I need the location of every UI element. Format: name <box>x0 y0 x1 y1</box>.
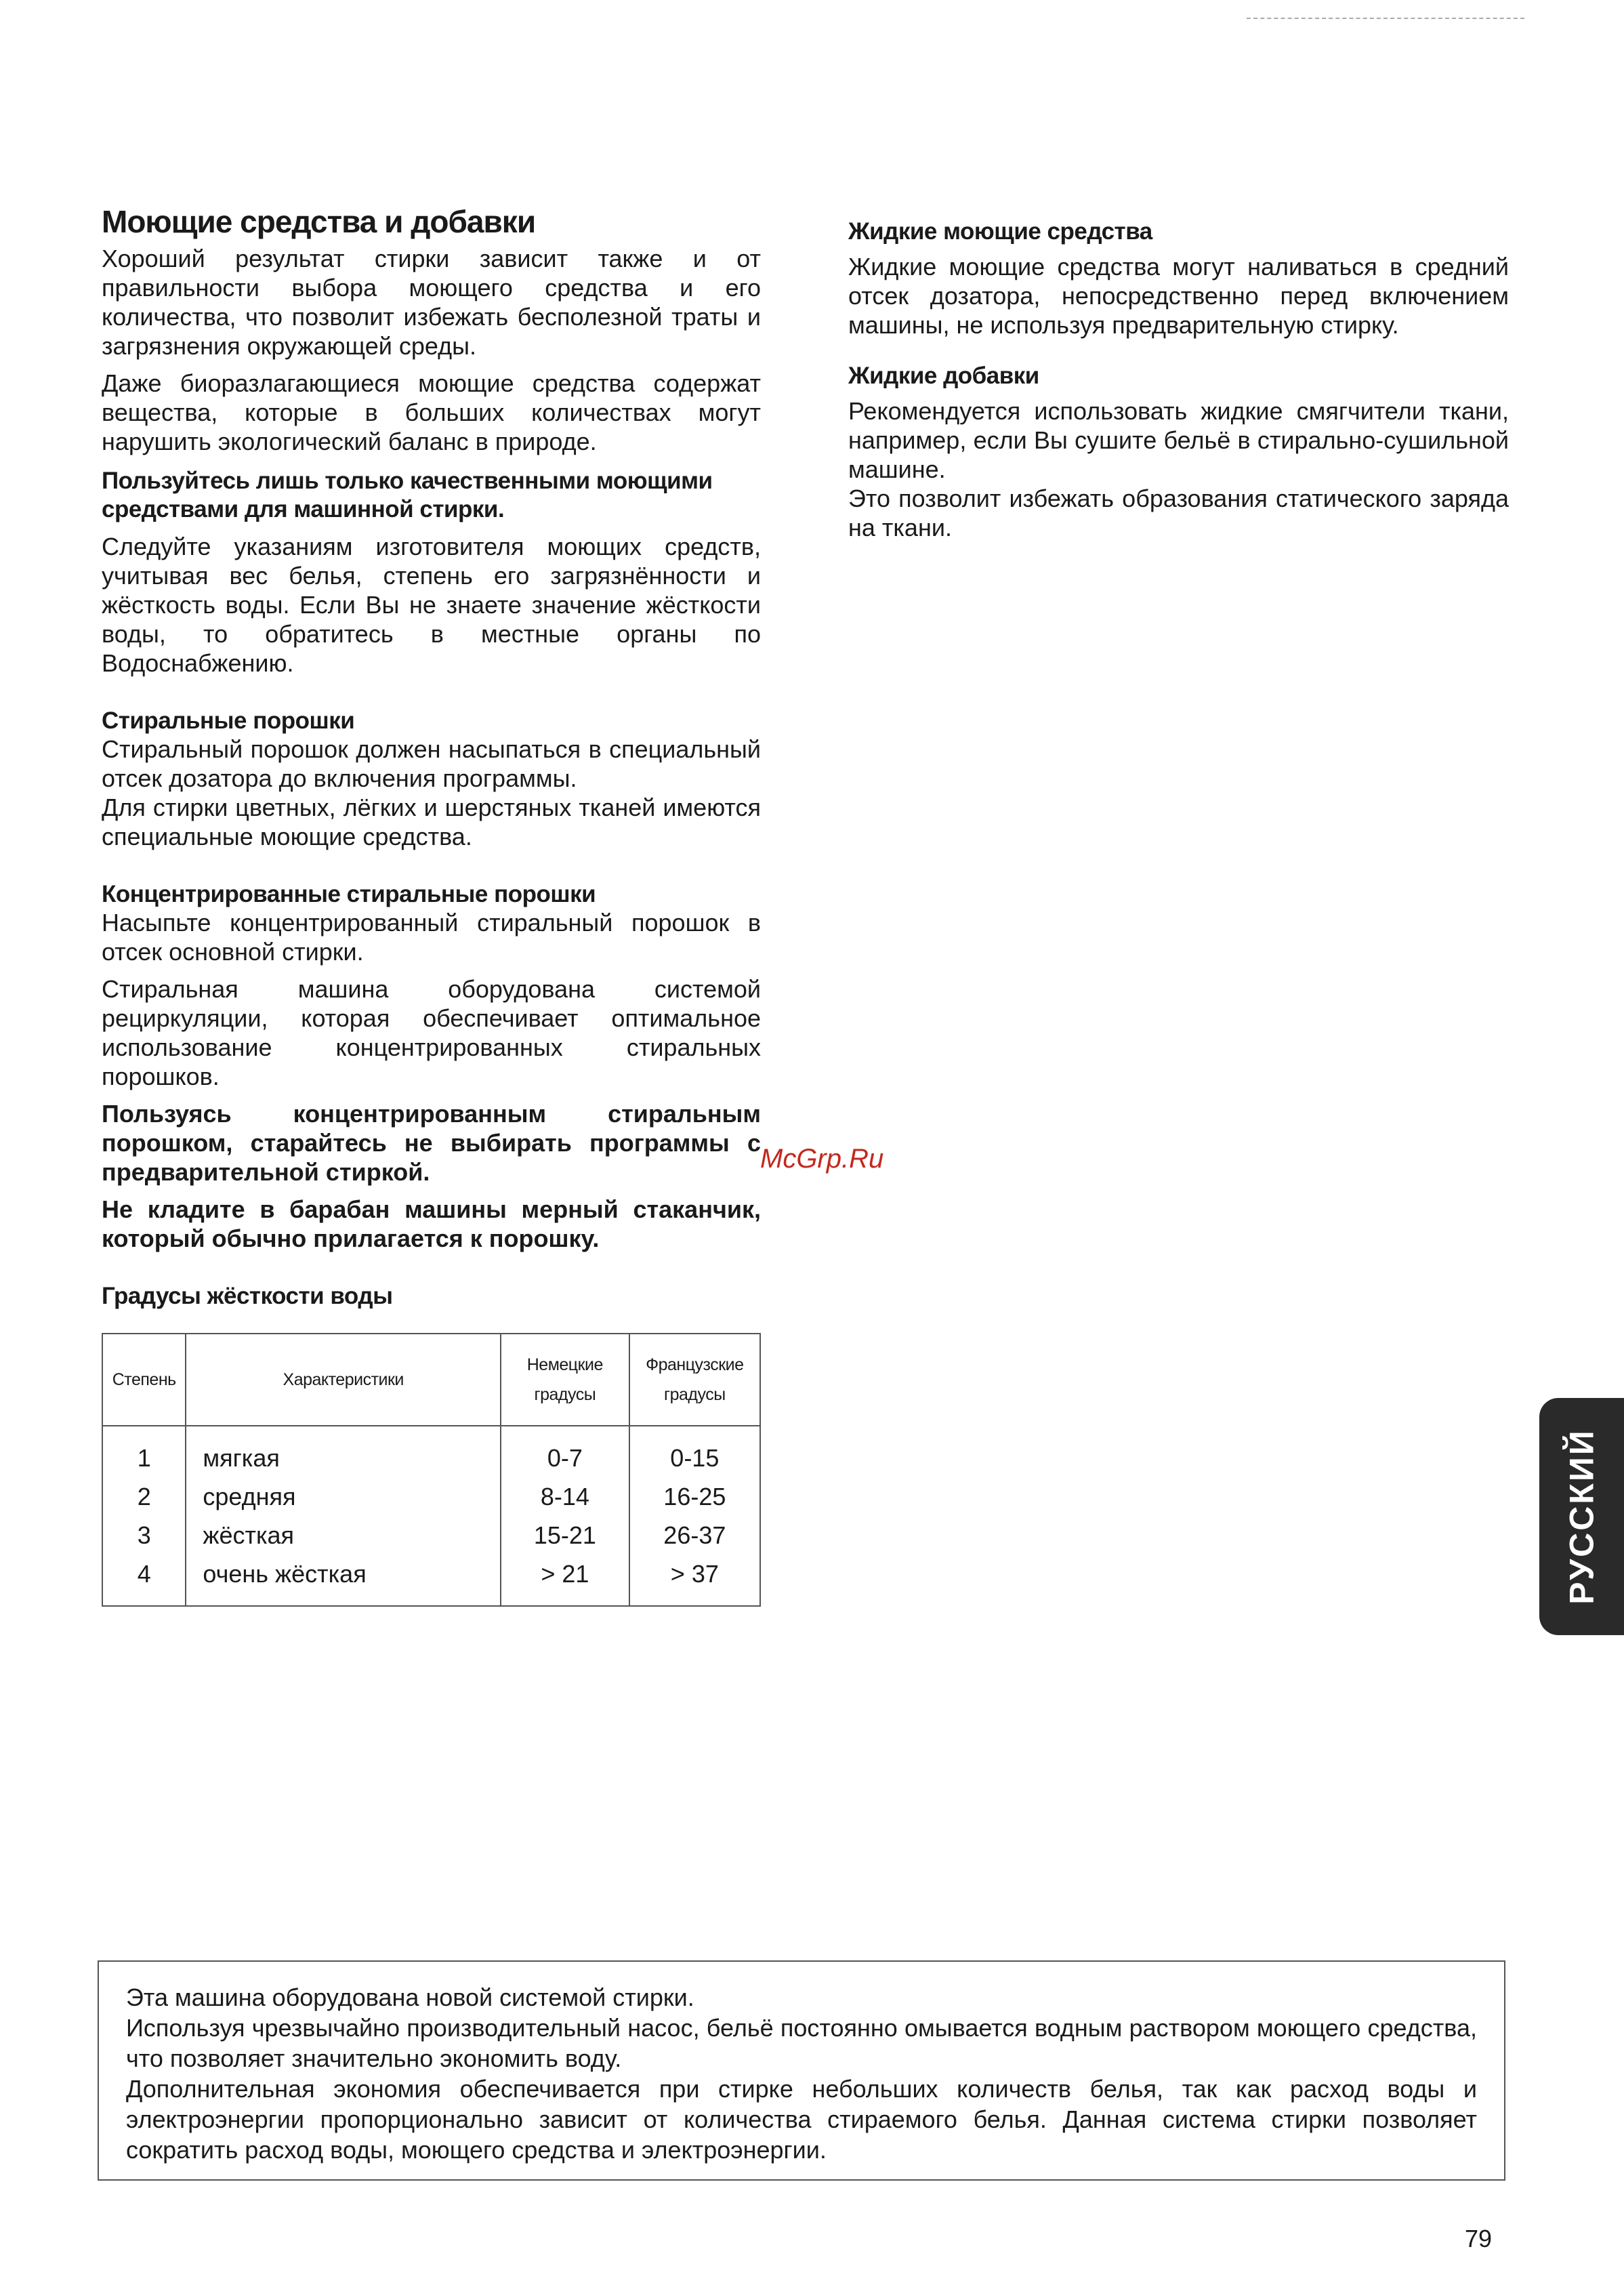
row-german: 0-7 <box>501 1439 629 1477</box>
notice-line-1: Эта машина оборудована новой системой стирки. <box>126 1983 694 2011</box>
header-french <box>629 1334 760 1426</box>
header-german-line1: Немецкие <box>526 1355 603 1374</box>
page-number: 79 <box>1465 2225 1493 2252</box>
header-german <box>501 1334 629 1426</box>
scan-artifact-line <box>1247 18 1524 19</box>
concentrated-heading: Концентрированные стиральные порошки <box>102 881 596 907</box>
row-characteristic: средняя <box>186 1477 501 1516</box>
liquid-additives-text-1: Рекомендуется использовать жидкие смягчители ткани, например, если Вы сушите бельё в стирально-сушильной машине. <box>848 397 1509 483</box>
language-tab-label: РУССКИЙ <box>1562 1428 1601 1605</box>
liquid-additives-heading: Жидкие добавки <box>848 363 1039 389</box>
powders-heading: Стиральные порошки <box>102 707 355 734</box>
liquid-detergents-text: Жидкие моющие средства могут наливаться в средний отсек дозатора, непосредственно перед включением машины, не используя предварительную стирку. <box>848 253 1509 339</box>
left-column <box>102 203 761 1607</box>
intro-paragraph-1: Хороший результат стирки зависит также и от правильности выбора моющего средства и его количества, что позволит избежать бесполезной траты и загрязнения окружающей среды. <box>102 245 761 360</box>
row-characteristic: очень жёсткая <box>186 1555 501 1593</box>
row-french: > 37 <box>670 1559 719 1588</box>
header-french-line1: Французские <box>646 1355 744 1374</box>
row-level: 4 <box>102 1555 186 1593</box>
hardness-table <box>102 1333 761 1607</box>
header-level: Степень <box>102 1334 186 1426</box>
quality-heading: Пользуйтесь лишь только качественными моющими средствами для машинной стирки. <box>102 468 713 522</box>
table-row <box>102 1555 760 1593</box>
quality-text: Следуйте указаниям изготовителя моющих средств, учитывая вес белья, степень его загрязнённости и жёсткость воды. Если Вы не знаете значение жёсткости воды, то обратитесь в местные органы по Водоснабжению. <box>102 533 761 677</box>
liquid-additives-text-2: Это позволит избежать образования статического заряда на ткани. <box>848 485 1509 541</box>
row-level: 3 <box>102 1516 186 1555</box>
row-level: 2 <box>102 1477 186 1516</box>
row-characteristic: мягкая <box>186 1439 501 1477</box>
hardness-table-header <box>102 1334 760 1426</box>
concentrated-warning-1: Пользуясь концентрированным стиральным порошком, старайтесь не выбирать программы с предварительной стиркой. <box>102 1100 761 1186</box>
watermark-link[interactable]: McGrp.Ru <box>760 1144 884 1174</box>
notice-line-3: Дополнительная экономия обеспечивается при стирке небольших количеств белья, так как расход воды и электроэнергии пропорционально зависит от количества стираемого белья. Данная система стирки позволяет сократить расход воды, моющего средства и электроэнергии. <box>126 2075 1477 2164</box>
row-french: 26-37 <box>663 1521 726 1549</box>
row-level: 1 <box>102 1439 186 1477</box>
hardness-heading: Градусы жёсткости воды <box>102 1283 393 1309</box>
notice-line-2: Используя чрезвычайно производительный насос, бельё постоянно омывается водным раствором моющего средства, что позволяет значительно экономить воду. <box>126 2014 1477 2072</box>
row-german: > 21 <box>501 1555 629 1593</box>
row-french: 0-15 <box>670 1443 720 1472</box>
language-tab <box>1539 1398 1624 1635</box>
powders-text-1: Стиральный порошок должен насыпаться в специальный отсек дозатора до включения программы. <box>102 735 761 792</box>
notice-box <box>98 1960 1505 2181</box>
liquid-detergents-heading: Жидкие моющие средства <box>848 218 1152 245</box>
table-row <box>102 1516 760 1555</box>
row-german: 15-21 <box>501 1516 629 1555</box>
table-row <box>102 1477 760 1516</box>
row-german: 8-14 <box>501 1477 629 1516</box>
header-german-line2: градусы <box>534 1385 596 1404</box>
header-characteristic: Характеристики <box>186 1334 501 1426</box>
row-french: 16-25 <box>663 1482 726 1510</box>
right-column <box>848 218 1509 542</box>
concentrated-warning-2: Не кладите в барабан машины мерный стаканчик, который обычно прилагается к порошку. <box>102 1195 761 1252</box>
table-row <box>102 1439 760 1477</box>
powders-text-2: Для стирки цветных, лёгких и шерстяных тканей имеются специальные моющие средства. <box>102 794 761 850</box>
row-characteristic: жёсткая <box>186 1516 501 1555</box>
concentrated-text-2: Стиральная машина оборудована системой рециркуляции, которая обеспечивает оптимальное использование концентрированных стиральных порошков. <box>102 975 761 1090</box>
concentrated-text-1: Насыпьте концентрированный стиральный порошок в отсек основной стирки. <box>102 909 761 966</box>
header-french-line2: градусы <box>663 1385 726 1404</box>
section-title: Моющие средства и добавки <box>102 204 536 239</box>
intro-paragraph-2: Даже биоразлагающиеся моющие средства содержат вещества, которые в больших количествах могут нарушить экологический баланс в природе. <box>102 369 761 455</box>
